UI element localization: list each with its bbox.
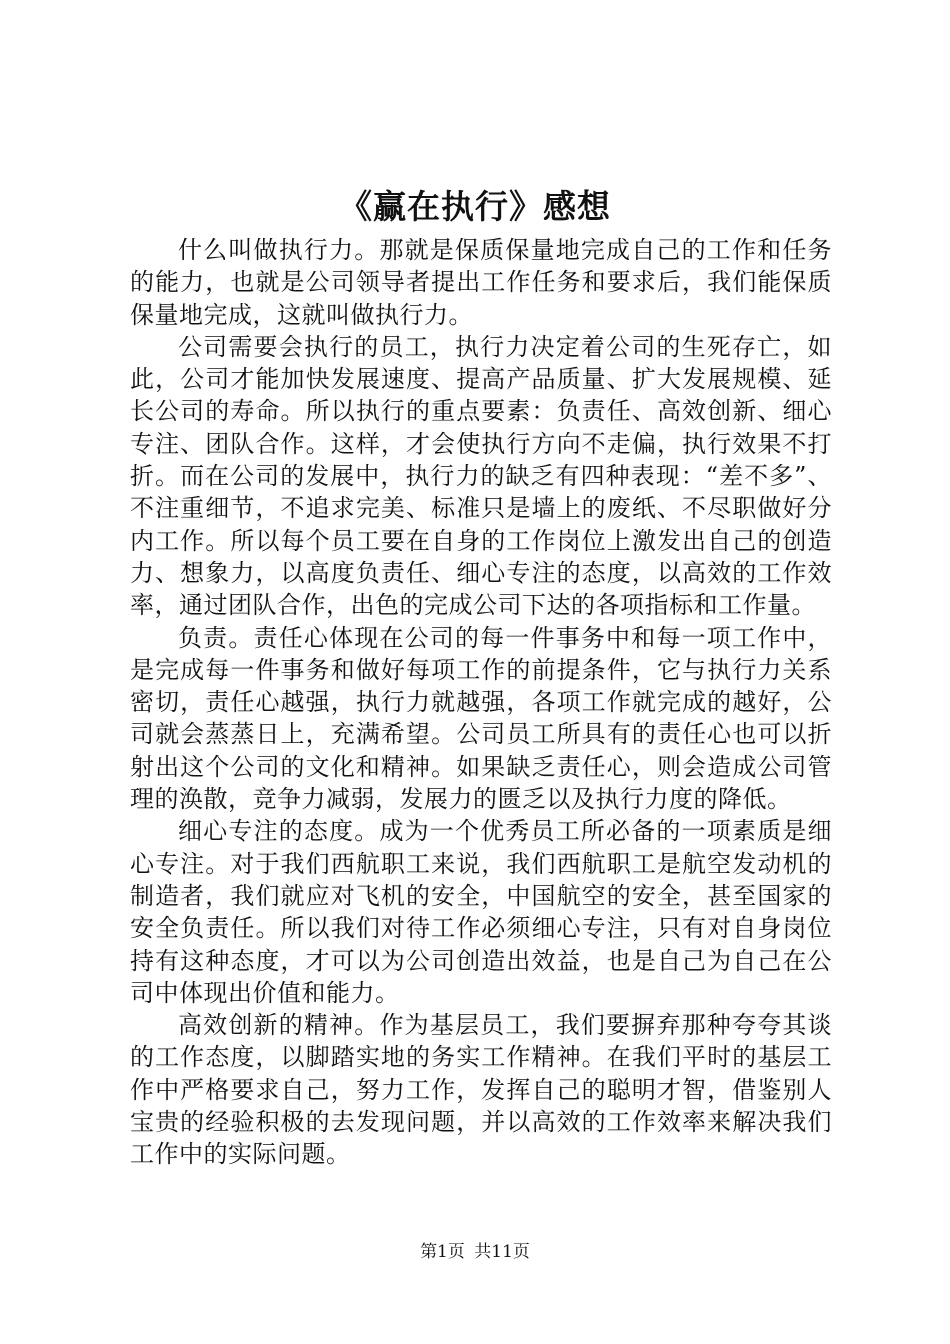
paragraph: 什么叫做执行力。那就是保质保量地完成自己的工作和任务的能力，也就是公司领导者提出工作任务和要求后，我们能保质保量地完成，这就叫做执行力。 xyxy=(130,236,832,329)
paragraph: 公司需要会执行的员工，执行力决定着公司的生死存亡，如此，公司才能加快发展速度、提高产品质量、扩大发展规模、延长公司的寿命。所以执行的重点要素：负责任、高效创新、细心专注、团队合作。这样，才会使执行方向不走偏，执行效果不打折。而在公司的发展中，执行力的缺乏有四种表现：“差不多”、不注重细节，不追求完美、标准只是墙上的废纸、不尽职做好分内工作。所以每个员工要在自身的工作岗位上激发出自己的创造力、想象力，以高度负责任、细心专注的态度，以高效的工作效率，通过团队合作，出色的完成公司下达的各项指标和工作量。 xyxy=(130,332,832,620)
page-footer xyxy=(0,1240,950,1264)
paragraph: 细心专注的态度。成为一个优秀员工所必备的一项素质是细心专注。对于我们西航职工来说，我们西航职工是航空发动机的制造者，我们就应对飞机的安全，中国航空的安全，甚至国家的安全负责任。所以我们对待工作必须细心专注，只有对自身岗位持有这种态度，才可以为公司创造出效益，也是自己为自己在公司中体现出价值和能力。 xyxy=(130,817,832,1007)
page-number: 第1页 xyxy=(420,1242,465,1262)
page-total: 共11页 xyxy=(474,1242,530,1262)
document-body xyxy=(130,234,832,1171)
document-title: 《赢在执行》感想 xyxy=(339,187,611,226)
paragraph: 负责。责任心体现在公司的每一件事务中和每一项工作中，是完成每一件事务和做好每项工作的前提条件，它与执行力关系密切，责任心越强，执行力就越强，各项工作就完成的越好，公司就会蒸蒸日上，充满希望。公司员工所具有的责任心也可以折射出这个公司的文化和精神。如果缺乏责任心，则会造成公司管理的涣散，竞争力减弱，发展力的匮乏以及执行力度的降低。 xyxy=(130,623,832,814)
paragraph: 高效创新的精神。作为基层员工，我们要摒弃那种夸夸其谈的工作态度，以脚踏实地的务实工作精神。在我们平时的基层工作中严格要求自己，努力工作，发挥自己的聪明才智，借鉴别人宝贵的经验积极的去发现问题，并以高效的工作效率来解决我们工作中的实际问题。 xyxy=(130,1011,832,1169)
